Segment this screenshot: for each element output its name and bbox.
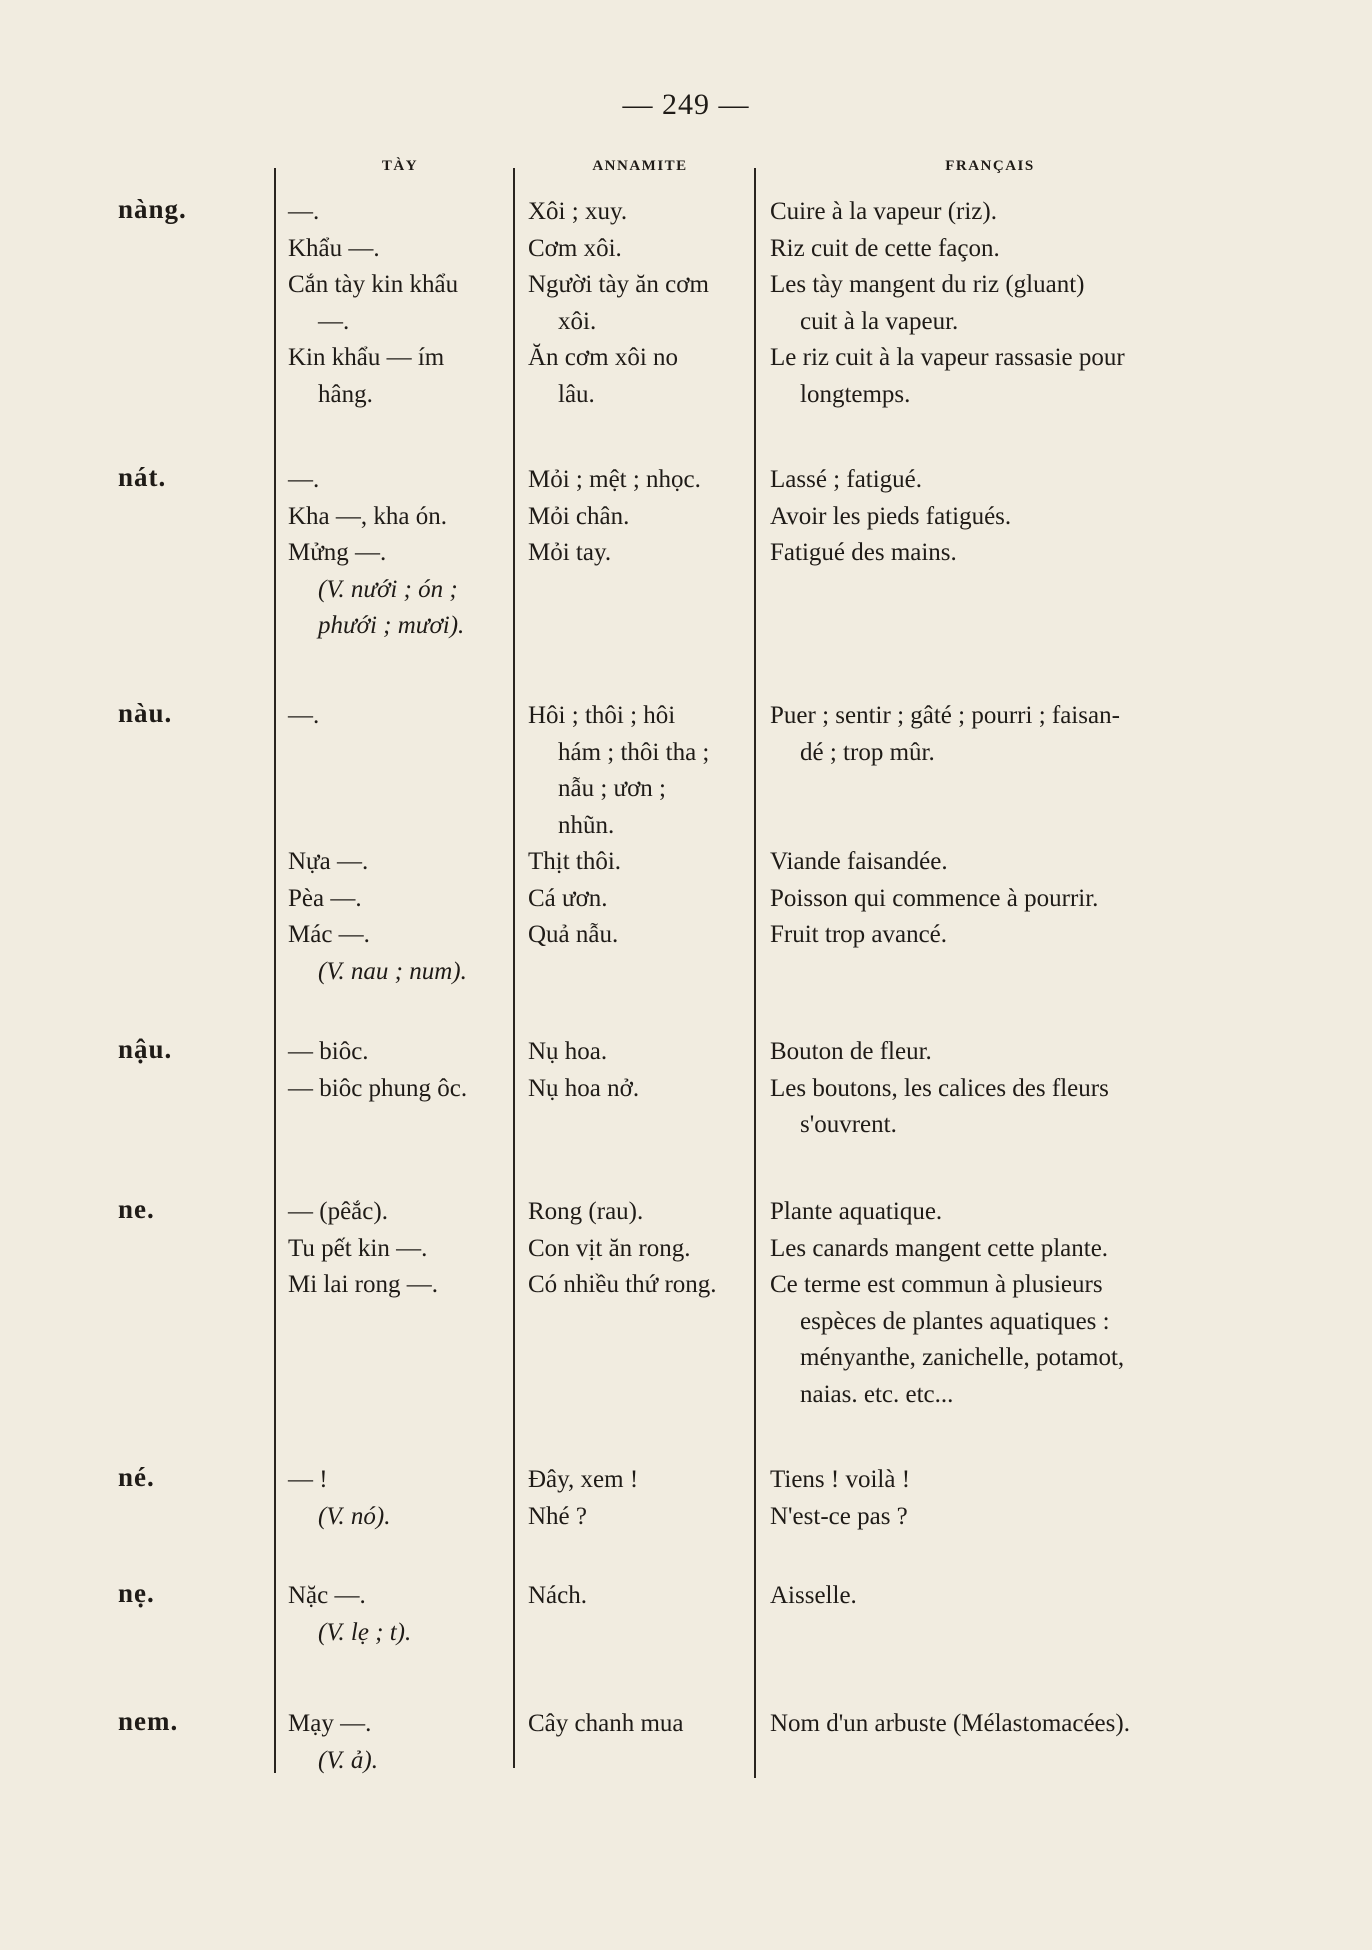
tay-line [288, 808, 513, 845]
annamite-line: nẫu ; ươn ; [558, 775, 667, 802]
tay-line: Cắn tày kin khẩu [288, 271, 459, 298]
francais-line: Viande faisandée. [770, 848, 948, 875]
francais-line [770, 771, 1210, 808]
francais-line: Les canards mangent cette plante. [770, 1234, 1109, 1262]
annamite-column [528, 1706, 750, 1743]
tay-line: hâng. [318, 380, 373, 408]
francais-line: Tiens ! voilà ! [770, 1466, 911, 1493]
annamite-line: Rong (rau). [528, 1198, 644, 1225]
tay-line: Tu pết kin —. [288, 1234, 428, 1262]
annamite-line: Mỏi tay. [528, 539, 612, 566]
annamite-line: nhũn. [558, 811, 615, 839]
francais-column [770, 1706, 1210, 1743]
francais-line: Le riz cuit à la vapeur rassasie pour [770, 344, 1125, 371]
headword: ne. [118, 1194, 155, 1224]
headword: né. [118, 1462, 155, 1492]
headword: nem. [118, 1706, 179, 1736]
francais-line: Nom d'un arbuste (Mélastomacées). [770, 1710, 1130, 1737]
annamite-line: Người tày ăn cơm [528, 271, 709, 298]
tay-line: —. [288, 198, 320, 225]
tay-line: Mạy —. [288, 1710, 372, 1737]
tay-column [288, 1578, 513, 1651]
tay-line: — ! [288, 1466, 328, 1493]
annamite-line: Cá ươn. [528, 884, 608, 912]
tay-column [288, 1034, 513, 1107]
francais-line: Cuire à la vapeur (riz). [770, 198, 997, 225]
tay-line: Pèa —. [288, 884, 362, 912]
tay-line: Nựa —. [288, 848, 369, 875]
column-rule-left [274, 168, 276, 1773]
tay-line: Mác —. [288, 921, 370, 948]
francais-column [770, 1194, 1210, 1413]
annamite-line: Mỏi ; mệt ; nhọc. [528, 466, 701, 493]
tay-line: Mi lai rong —. [288, 1271, 438, 1298]
annamite-column [528, 1462, 750, 1535]
annamite-line: Cây chanh mua [528, 1710, 684, 1737]
tay-line: — (pêắc). [288, 1198, 388, 1225]
tay-column [288, 1706, 513, 1779]
francais-line: Fatigué des mains. [770, 539, 957, 566]
tay-line: — biôc phung ôc. [288, 1074, 468, 1102]
headword: nát. [118, 462, 167, 492]
header-annamite: ANNAMITE [592, 158, 688, 174]
francais-line: Les tày mangent du riz (gluant) [770, 271, 1085, 298]
annamite-line: Hôi ; thôi ; hôi [528, 702, 676, 729]
annamite-line: Cơm xôi. [528, 234, 622, 262]
annamite-line: Quả nẫu. [528, 921, 619, 948]
francais-line: s'ouvrent. [800, 1111, 897, 1138]
francais-line: Riz cuit de cette façon. [770, 234, 1000, 262]
headword: nẹ. [118, 1578, 155, 1608]
francais-line [770, 808, 1210, 845]
annamite-line: Mỏi chân. [528, 502, 630, 530]
annamite-line: Nách. [528, 1582, 587, 1609]
francais-line: Puer ; sentir ; gâté ; pourri ; faisan- [770, 702, 1120, 729]
annamite-column [528, 1194, 750, 1304]
francais-line: Plante aquatique. [770, 1198, 943, 1225]
francais-line: Ce terme est commun à plusieurs [770, 1271, 1103, 1298]
header-tay: TÀY [381, 158, 419, 174]
francais-line: longtemps. [800, 380, 911, 408]
annamite-line: hám ; thôi tha ; [558, 738, 710, 766]
tay-column [288, 462, 513, 645]
tay-line: —. [288, 466, 320, 493]
tay-line [288, 771, 513, 808]
page-number: — 249 — [622, 88, 750, 121]
tay-line: —. [318, 307, 350, 335]
francais-column [770, 1578, 1210, 1615]
annamite-column [528, 1034, 750, 1107]
tay-line: —. [288, 702, 320, 729]
annamite-line: Đây, xem ! [528, 1466, 639, 1493]
annamite-column [528, 194, 750, 413]
tay-line: Mửng —. [288, 539, 387, 566]
tay-line: Nặc —. [288, 1582, 366, 1609]
column-rule-middle [513, 168, 515, 1768]
annamite-line: Xôi ; xuy. [528, 198, 628, 225]
tay-column [288, 1194, 513, 1304]
francais-line: Fruit trop avancé. [770, 921, 948, 948]
francais-line: dé ; trop mûr. [800, 738, 935, 766]
annamite-line: Ăn cơm xôi no [528, 344, 679, 371]
annamite-line: Có nhiều thứ rong. [528, 1271, 717, 1298]
tay-line: phưới ; mươi). [318, 612, 465, 639]
tay-column [288, 1462, 513, 1535]
annamite-line: Con vịt ăn rong. [528, 1234, 691, 1262]
francais-column [770, 1034, 1210, 1144]
tay-line: (V. ả). [318, 1746, 378, 1774]
francais-line: Aisselle. [770, 1582, 857, 1609]
tay-line [288, 735, 513, 772]
tay-line: Khẩu —. [288, 234, 380, 262]
column-rule-right [754, 168, 756, 1778]
francais-line: ményanthe, zanichelle, potamot, [800, 1344, 1125, 1371]
annamite-column [528, 1578, 750, 1615]
francais-column [770, 1462, 1210, 1535]
francais-line: espèces de plantes aquatiques : [800, 1307, 1110, 1335]
annamite-column [528, 462, 750, 572]
francais-column [770, 698, 1210, 954]
francais-column [770, 194, 1210, 413]
francais-line: Avoir les pieds fatigués. [770, 502, 1012, 530]
tay-line: Kha —, kha ón. [288, 502, 447, 530]
tay-column [288, 698, 513, 990]
annamite-line: xôi. [558, 307, 597, 335]
francais-line: Lassé ; fatigué. [770, 466, 923, 493]
francais-line: Les boutons, les calices des fleurs [770, 1074, 1109, 1102]
annamite-line: Nụ hoa. [528, 1038, 608, 1065]
annamite-line: Nhé ? [528, 1502, 587, 1530]
headword: nàu. [118, 698, 173, 728]
francais-line: Bouton de fleur. [770, 1038, 932, 1065]
francais-line: Poisson qui commence à pourrir. [770, 884, 1099, 912]
tay-line: (V. lẹ ; t). [318, 1618, 412, 1646]
annamite-line: Thịt thôi. [528, 848, 622, 875]
tay-line: — biôc. [288, 1038, 369, 1065]
annamite-line: lâu. [558, 380, 595, 408]
tay-line: (V. nưới ; ón ; [318, 575, 458, 603]
annamite-column [528, 698, 750, 954]
headword: nàng. [118, 194, 187, 224]
tay-line: (V. nau ; num). [318, 957, 467, 985]
francais-line: N'est-ce pas ? [770, 1502, 908, 1530]
francais-line: naias. etc. etc... [800, 1380, 954, 1408]
headword: nậu. [118, 1034, 173, 1064]
header-francais: FRANÇAIS [945, 158, 1035, 174]
tay-column [288, 194, 513, 413]
francais-column [770, 462, 1210, 572]
tay-line: (V. nó). [318, 1502, 391, 1530]
francais-line: cuit à la vapeur. [800, 307, 959, 335]
annamite-line: Nụ hoa nở. [528, 1074, 640, 1102]
tay-line: Kin khẩu — ím [288, 344, 445, 371]
